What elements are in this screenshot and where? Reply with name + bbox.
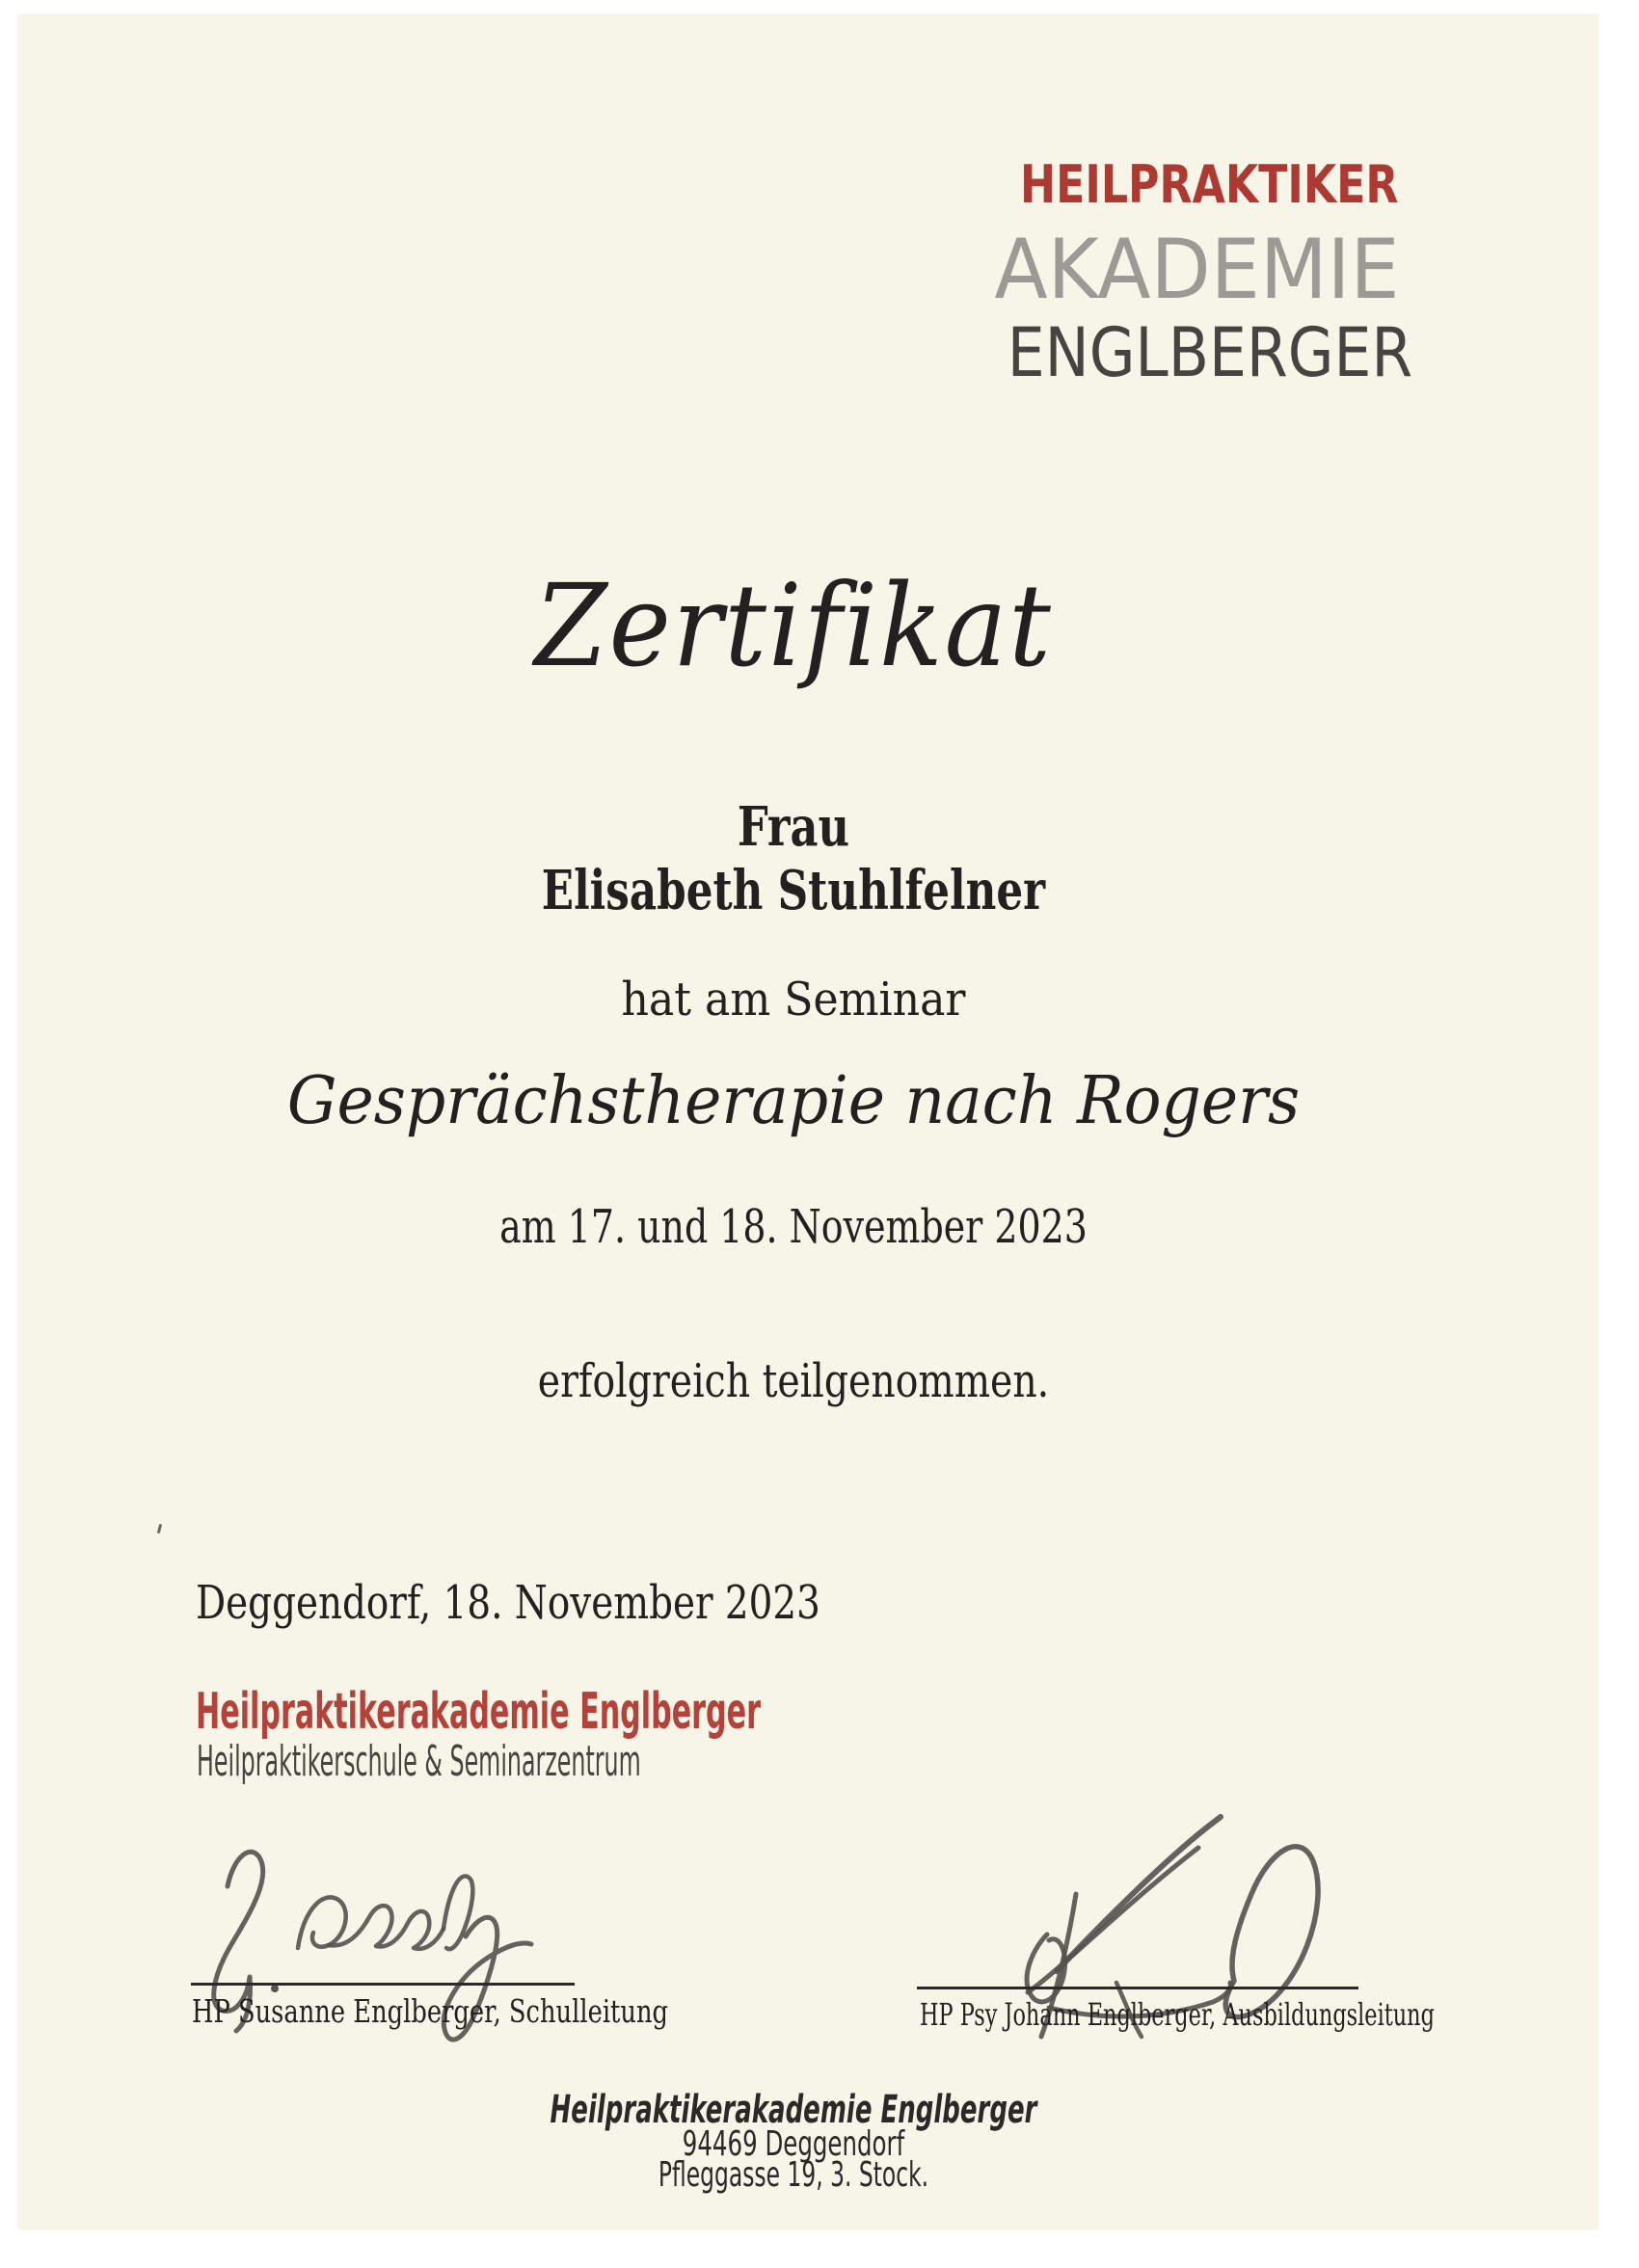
seminar-date: am 17. und 18. November 2023 bbox=[499, 1200, 1088, 1254]
recipient-name: Elisabeth Stuhlfelner bbox=[541, 859, 1046, 922]
footer-city: 94469 Deggendorf bbox=[682, 2124, 905, 2164]
footer-org-name: Heilpraktikerakademie Englberger bbox=[550, 2088, 1037, 2132]
recipient-salutation: Frau bbox=[737, 795, 850, 859]
place-and-date: Deggendorf, 18. November 2023 bbox=[196, 1576, 820, 1630]
logo-line-akademie: AKADEMIE bbox=[994, 222, 1400, 318]
signature-line-left bbox=[191, 1983, 575, 1986]
certificate-title: Zertifikat bbox=[534, 559, 1053, 692]
intro-line: hat am Seminar bbox=[621, 973, 966, 1027]
footer-address: Pfleggasse 19, 3. Stock. bbox=[658, 2155, 929, 2195]
signature-line-right bbox=[917, 1987, 1358, 1989]
certificate-page bbox=[17, 14, 1599, 2229]
issuer-name: Heilpraktikerakademie Englberger bbox=[196, 1683, 761, 1741]
seminar-title: Gesprächstherapie nach Rogers bbox=[286, 1063, 1301, 1139]
signature-label-right: HP Psy Johann Englberger, Ausbildungsleitung bbox=[920, 1996, 1435, 2033]
issuer-subtitle: Heilpraktikerschule & Seminarzentrum bbox=[197, 1737, 641, 1786]
scan-artifact-mark bbox=[157, 1524, 162, 1534]
signature-label-left: HP Susanne Englberger, Schulleitung bbox=[192, 1992, 669, 2030]
logo-line-heilpraktiker: HEILPRAKTIKER bbox=[1020, 154, 1399, 215]
result-line: erfolgreich teilgenommen. bbox=[537, 1354, 1050, 1408]
logo-line-englberger: ENGLBERGER bbox=[1007, 313, 1413, 392]
